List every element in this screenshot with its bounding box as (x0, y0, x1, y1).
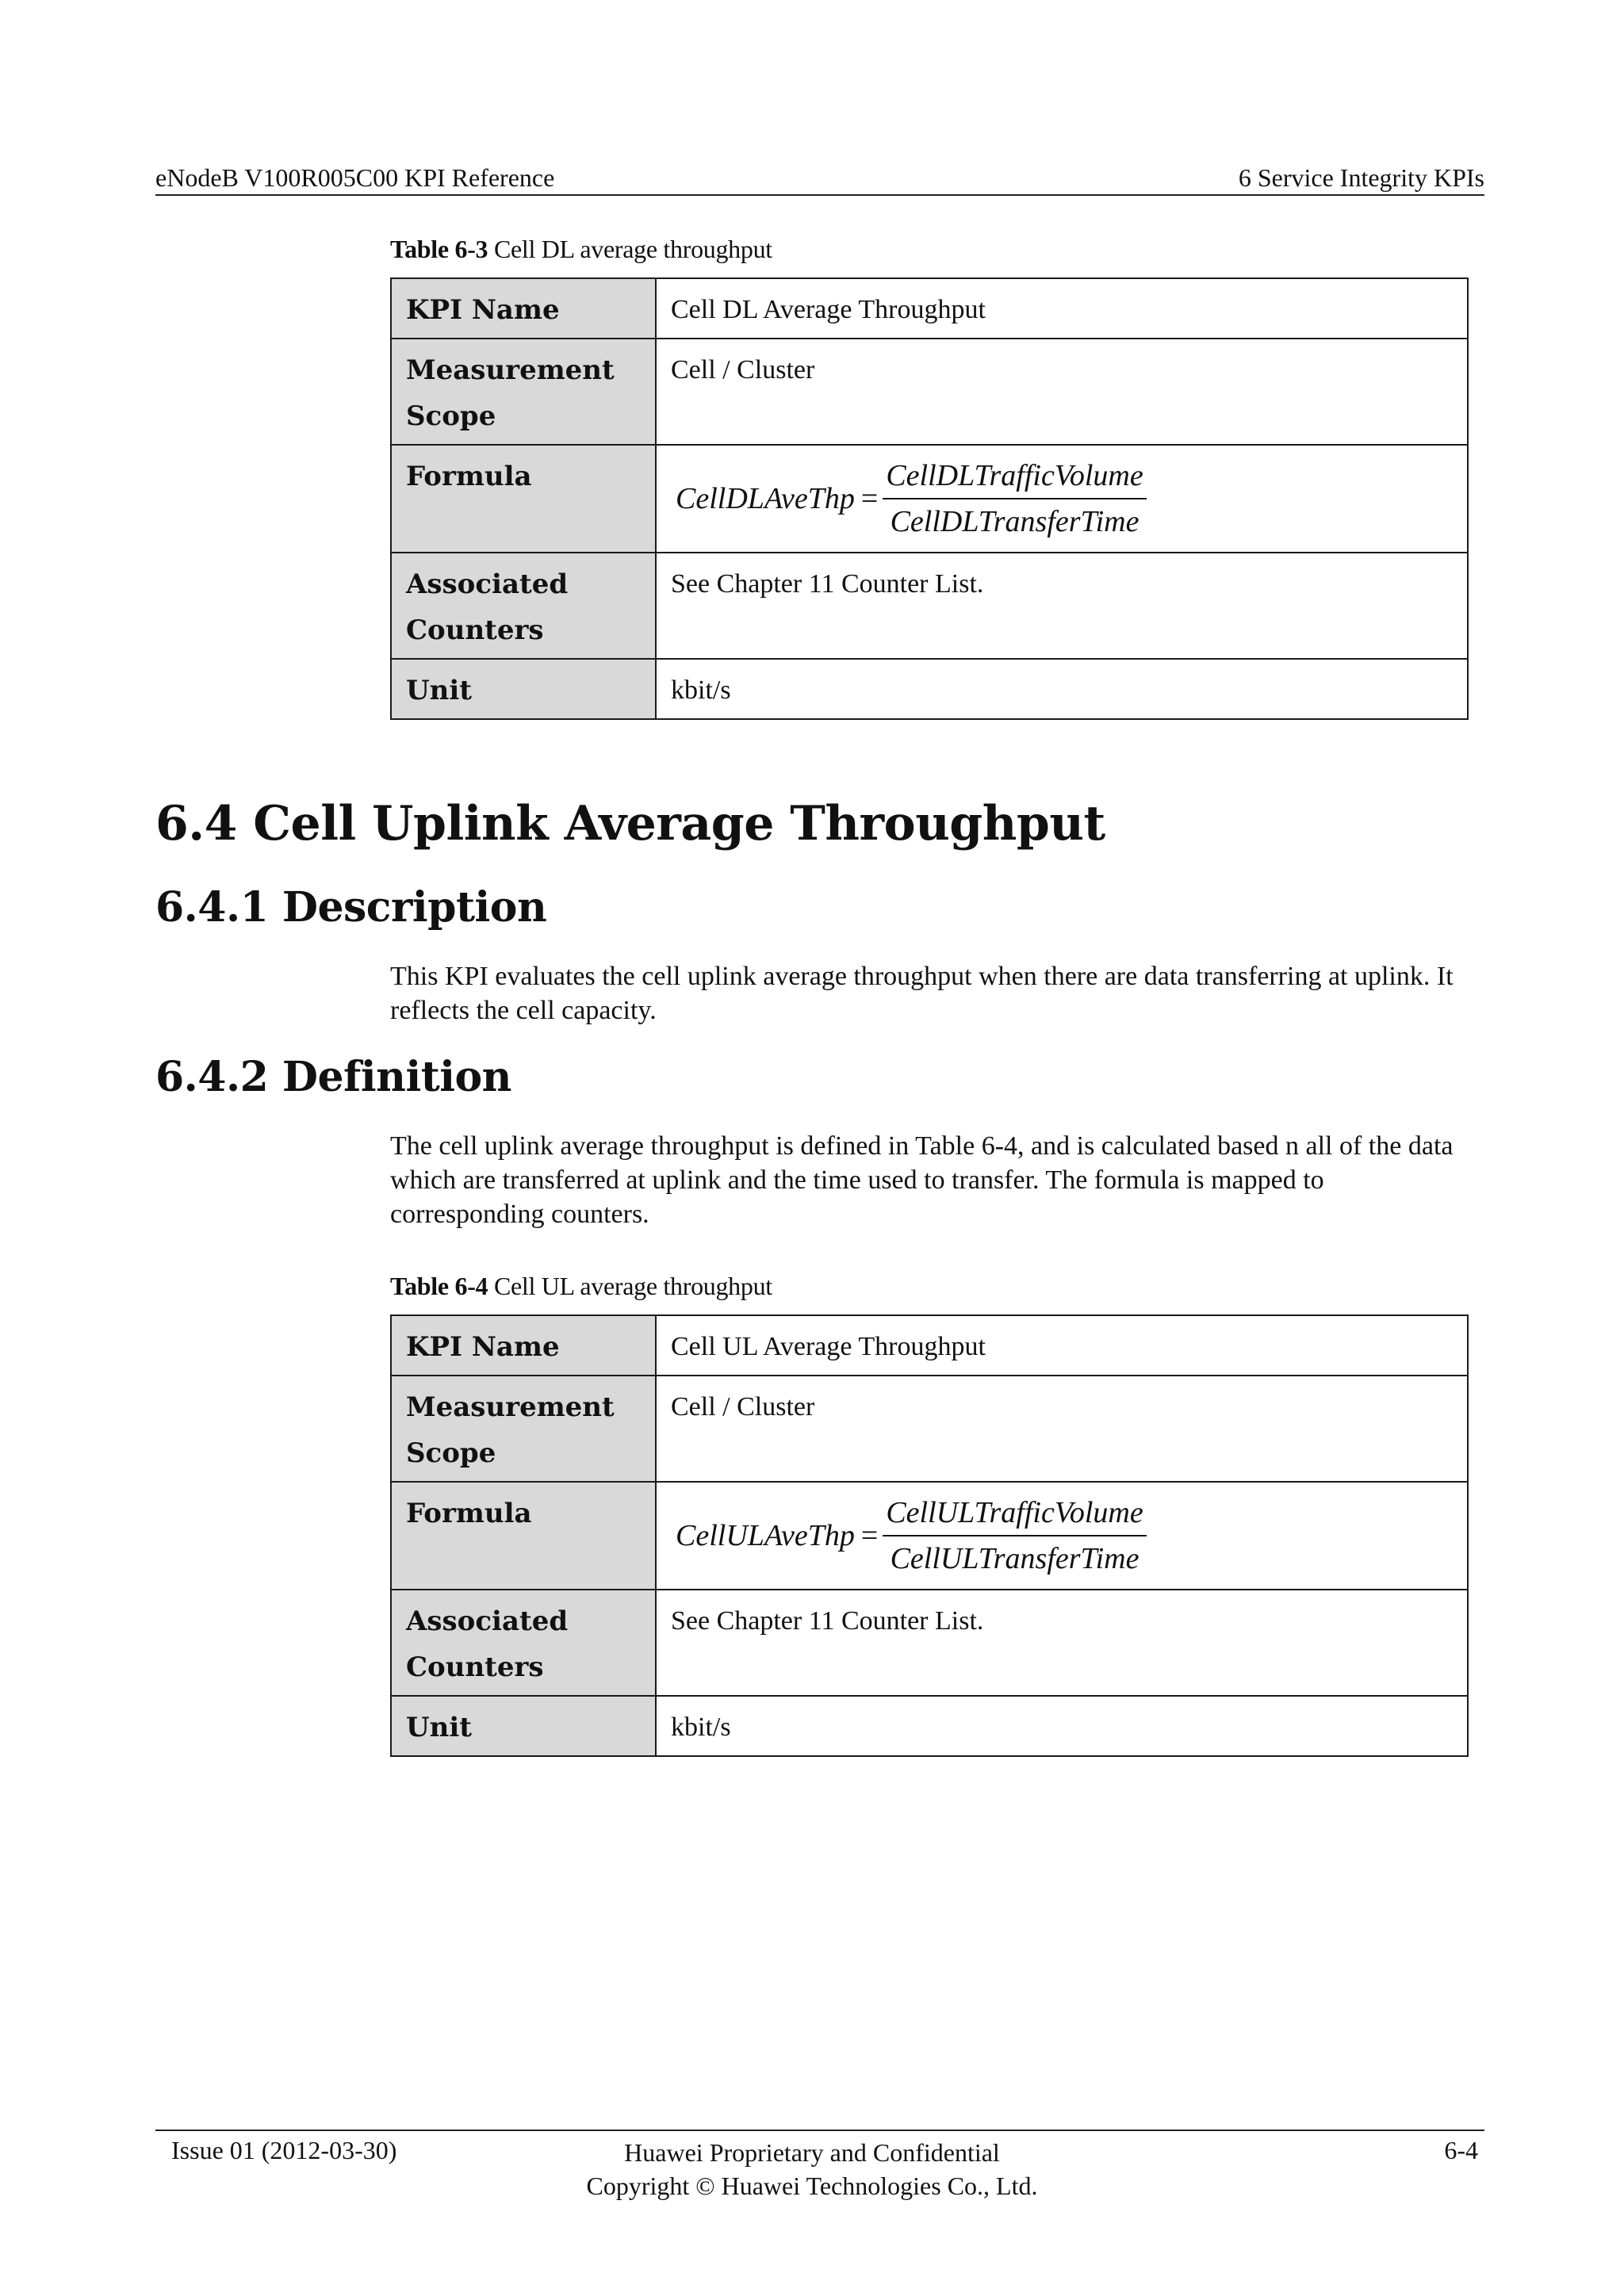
associated-counters-value: See Chapter 11 Counter List. (656, 553, 1468, 659)
formula (671, 1495, 1453, 1576)
footer-divider (155, 2130, 1484, 2131)
table-6-3-caption-label: Table 6-3 (390, 235, 488, 263)
unit-label: Unit (391, 1696, 656, 1756)
table-6-3-caption-text: Cell DL average throughput (488, 235, 772, 263)
measurement-scope-value: Cell / Cluster (656, 1376, 1468, 1482)
footer-copyright-line: Copyright © Huawei Technologies Co., Ltd. (586, 2172, 1038, 2200)
formula-equals: = (860, 1519, 879, 1552)
footer-page-number: 6-4 (1444, 2136, 1478, 2164)
formula-cell (656, 445, 1468, 553)
section-heading: 6.4 Cell Uplink Average Throughput (155, 796, 1105, 851)
measurement-scope-label: Measurement Scope (391, 339, 656, 445)
formula (671, 458, 1453, 539)
description-heading: 6.4.1 Description (155, 883, 547, 932)
header-divider (155, 194, 1484, 196)
measurement-scope-label: Measurement Scope (391, 1376, 656, 1482)
formula-lhs: CellULAveThp (676, 1519, 855, 1552)
table-row (391, 1376, 1468, 1482)
description-text: This KPI evaluates the cell uplink average throughput when there are data transferring at uplink. It reflects the cell capacity. (390, 962, 1454, 1025)
footer-confidential: Huawei Proprietary and Confidential (624, 2138, 1000, 2167)
definition-paragraph (390, 1129, 1484, 1231)
kpi-name-label: KPI Name (391, 278, 656, 339)
formula-fraction (883, 1495, 1146, 1576)
kpi-name-label: KPI Name (391, 1315, 656, 1376)
definition-heading: 6.4.2 Definition (155, 1053, 511, 1101)
formula-lhs: CellDLAveThp (676, 482, 855, 515)
table-6-3 (390, 277, 1469, 720)
table-row (391, 278, 1468, 339)
formula-denominator: CellULTransferTime (890, 1542, 1139, 1575)
definition-text: The cell uplink average throughput is defined in Table 6-4, and is calculated based n all of the data which are transferred at uplink and the time used to transfer. The formula is mapped to corresponding counters. (390, 1131, 1454, 1229)
table-6-4-caption (390, 1272, 772, 1301)
footer-copyright (0, 2136, 1624, 2202)
table-row (391, 553, 1468, 659)
table-6-4-caption-label: Table 6-4 (390, 1272, 488, 1300)
table-row (391, 445, 1468, 553)
table-6-4 (390, 1314, 1469, 1757)
associated-counters-label: Associated Counters (391, 553, 656, 659)
table-row (391, 339, 1468, 445)
table-row (391, 1590, 1468, 1696)
kpi-name-value: Cell UL Average Throughput (656, 1315, 1468, 1376)
formula-denominator: CellDLTransferTime (890, 505, 1139, 538)
table-row (391, 1315, 1468, 1376)
formula-fraction (883, 458, 1146, 539)
associated-counters-value: See Chapter 11 Counter List. (656, 1590, 1468, 1696)
running-header-title: eNodeB V100R005C00 KPI Reference (155, 163, 555, 192)
table-row (391, 1482, 1468, 1590)
table-6-4-caption-text: Cell UL average throughput (488, 1272, 772, 1300)
footer-issue: Issue 01 (2012-03-30) (171, 2136, 397, 2164)
table-6-3-caption (390, 235, 772, 264)
kpi-name-value: Cell DL Average Throughput (656, 278, 1468, 339)
description-paragraph (390, 959, 1484, 1027)
unit-label: Unit (391, 659, 656, 719)
table-row (391, 659, 1468, 719)
formula-numerator: CellDLTrafficVolume (886, 459, 1143, 492)
formula-cell (656, 1482, 1468, 1590)
unit-value: kbit/s (656, 1696, 1468, 1756)
running-header-chapter: 6 Service Integrity KPIs (1238, 163, 1484, 192)
associated-counters-label: Associated Counters (391, 1590, 656, 1696)
unit-value: kbit/s (656, 659, 1468, 719)
measurement-scope-value: Cell / Cluster (656, 339, 1468, 445)
formula-label: Formula (391, 1482, 656, 1590)
formula-equals: = (860, 482, 879, 515)
table-row (391, 1696, 1468, 1756)
formula-numerator: CellULTrafficVolume (886, 1496, 1143, 1529)
formula-label: Formula (391, 445, 656, 553)
